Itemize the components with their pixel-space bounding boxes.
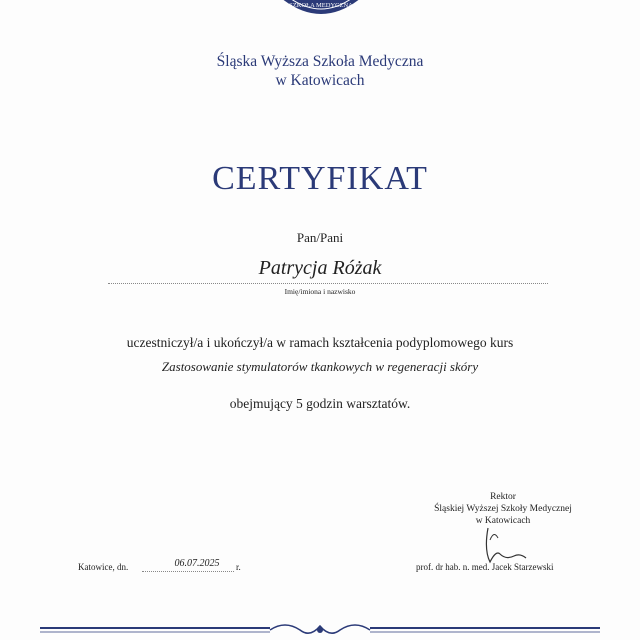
signatory-title: Rektor [490,492,516,502]
signatory-name: prof. dr hab. n. med. Jacek Starzewski [416,562,554,572]
issue-date: 06.07.2025 [174,558,220,569]
signatory-institution: Śląskiej Wyższej Szkoły Medycznej [434,504,572,514]
signatory-city: w Katowicach [475,516,531,526]
certificate-title: CERTYFIKAT [212,160,428,197]
salutation: Pan/Pani [296,230,344,245]
course-duration: obejmujący 5 godzin warsztatów. [229,396,411,411]
course-name: Zastosowanie stymulatorów tkankowych w regeneracji skóry [161,359,479,374]
date-suffix: r. [236,562,241,572]
recipient-name: Patrycja Różak [258,257,382,279]
logo-arc-text: SZKOŁA MEDYCZNA [289,2,353,9]
university-logo [277,0,365,24]
university-city: w Katowicach [275,72,365,89]
recipient-name-caption: Imię/imiona i nazwisko [284,287,356,296]
name-dotted-line [108,283,548,284]
date-dotted-line [142,571,234,572]
decorative-border [0,618,640,640]
university-name: Śląska Wyższa Szkoła Medyczna [216,53,424,70]
date-prefix: Katowice, dn. [78,562,129,572]
completion-statement: uczestniczył/a i ukończył/a w ramach kształcenia podyplomowego kurs [126,335,514,350]
